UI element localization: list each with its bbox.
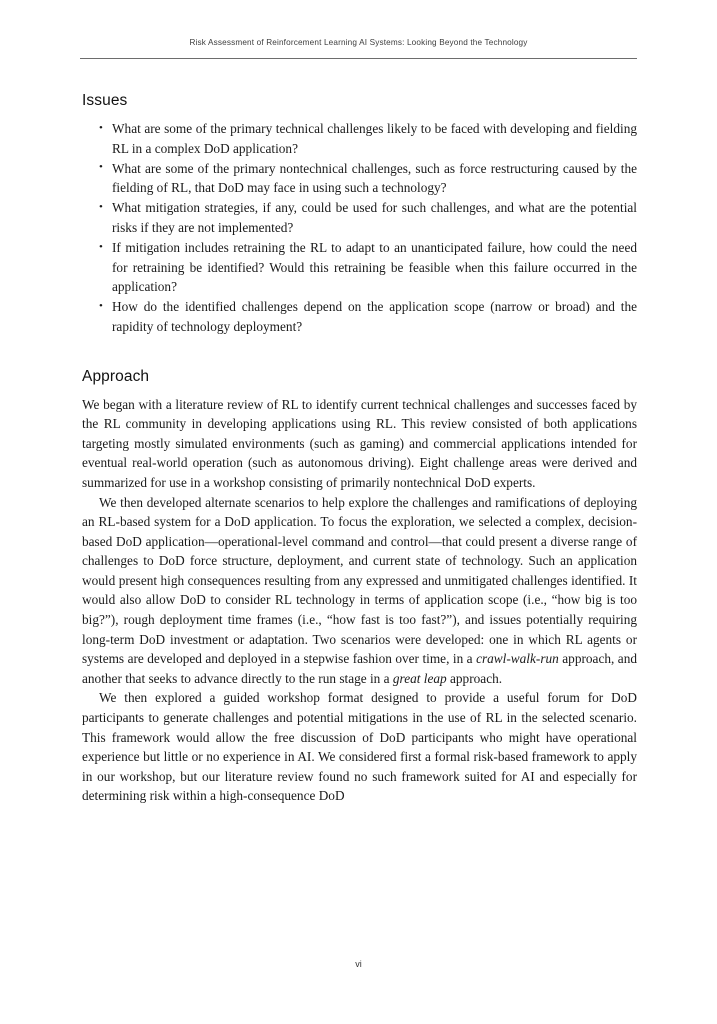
issues-bullet-list bbox=[82, 119, 637, 337]
paragraph-text-segment: approach, and another that seeks to advance directly to the run stage in a bbox=[82, 651, 637, 686]
list-item bbox=[82, 297, 637, 336]
paragraph bbox=[82, 493, 637, 689]
section-heading-issues: Issues bbox=[82, 92, 128, 109]
list-item-text: What are some of the primary nontechnical challenges, such as force restructuring caused by the fielding of RL, that DoD may face in using such a technology? bbox=[112, 160, 637, 196]
page-content bbox=[82, 92, 637, 806]
paragraph-text-segment: approach. bbox=[446, 670, 503, 686]
emphasis-crawl-walk-run: crawl-walk-run bbox=[476, 651, 559, 667]
list-item bbox=[82, 238, 637, 297]
list-item bbox=[82, 159, 637, 198]
approach-section bbox=[82, 368, 637, 806]
header-rule bbox=[80, 58, 637, 59]
list-item bbox=[82, 119, 637, 158]
list-item-text: If mitigation includes retraining the RL to adapt to an unanticipated failure, how could the need for retraining be identified? Would this retraining be feasible when this failure occurred in the application? bbox=[112, 240, 637, 295]
emphasis-great-leap: great leap bbox=[392, 670, 447, 686]
paragraph-text-segment: We then developed alternate scenarios to help explore the challenges and ramifications of deploying an RL-based system for a DoD application. To focus the exploration, we selected a complex, decision-based DoD application—operational-level command and control—that could present a diverse range of challenges to DoD force structure, deployment, and current state of technology. Such an application would present high consequences resulting from any expressed and unmitigated challenges identified. It would also allow DoD to consider RL technology in terms of application scope (i.e., “how big is too big?”), rough deployment time frames (i.e., “how fast is too fast?”), and issues potentially requiring long-term DoD investment or adaptation. Two scenarios were developed: one in which RL agents or systems are developed and deployed in a stepwise fashion over time, in a bbox=[82, 494, 637, 667]
paragraph: We then explored a guided workshop format designed to provide a useful forum for DoD participants to generate challenges and potential mitigations in the use of RL in the selected scenario. This framework would allow the free discussion of DoD participants who might have operational experience but little or no experience in AI. We considered first a formal risk-based framework to apply in our workshop, but our literature review found no such framework suited for AI and especially for determining risk within a high-consequence DoD bbox=[82, 690, 637, 804]
running-head: Risk Assessment of Reinforcement Learning AI Systems: Looking Beyond the Technology bbox=[189, 38, 528, 47]
section-heading-approach: Approach bbox=[82, 367, 150, 385]
page-number: vi bbox=[355, 959, 362, 969]
list-item-text: How do the identified challenges depend on the application scope (narrow or broad) and the rapidity of technology deployment? bbox=[112, 299, 637, 334]
list-item-text: What are some of the primary technical challenges likely to be faced with developing and fielding RL in a complex DoD application? bbox=[112, 121, 637, 156]
list-item bbox=[82, 198, 637, 237]
paragraph: We began with a literature review of RL to identify current technical challenges and successes faced by the RL community in developing applications using RL. This review consisted of both applications targeting mostly simulated environments (such as gaming) and commercial applications intended for eventual real-world operation (such as autonomous driving). Eight challenge areas were derived and summarized for use in a workshop consisting of primarily nontechnical DoD experts. bbox=[82, 396, 637, 490]
list-item-text: What mitigation strategies, if any, could be used for such challenges, and what are the potential risks if they are not implemented? bbox=[112, 200, 637, 235]
